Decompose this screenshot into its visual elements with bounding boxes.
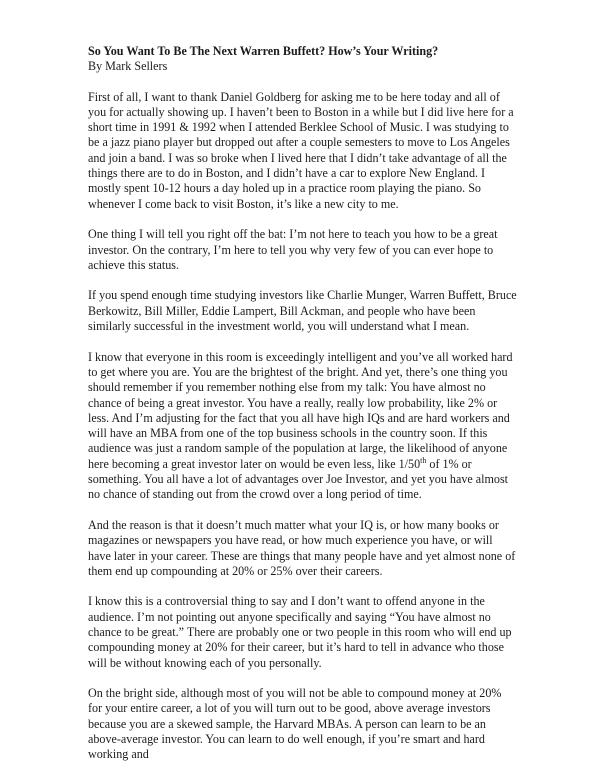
document-page: [88, 44, 518, 778]
paragraph-text: of 1% or something. You all have a lot of advantages over Joe Investor, and yet you have almost no chance of standing out from the crowd over a long period of time.: [88, 456, 509, 502]
paragraph: First of all, I want to thank Daniel Goldberg for asking me to be here today and all of you for actually showing up. I haven’t been to Boston in a while but I did live here for a short time in 1991 & 1992 when I attended Berklee School of Music. I was studying to be a jazz piano player but dropped out after a couple semesters to move to Los Angeles and join a band. I was so broke when I lived here that I didn’t take advantage of all the things there are to do in Boston, and I didn’t have a car to explore New England. I mostly spent 10-12 hours a day holed up in a practice room playing the piano. So whenever I come back to visit Boston, it’s like a new city to me.: [88, 89, 514, 211]
document-author: By Mark Sellers: [88, 59, 168, 74]
superscript-ordinal: th: [420, 455, 427, 465]
paragraph: And the reason is that it doesn’t much matter what your IQ is, or how many books or magazines or newspapers you have read, or how much experience you have, or will have later in your career. These are things that many people have and yet almost none of them end up compounding at 20% or 25% over their careers.: [88, 517, 516, 578]
paragraph: [88, 350, 518, 503]
document-title: So You Want To Be The Next Warren Buffett? How’s Your Writing?: [88, 44, 439, 58]
paragraph: If you spend enough time studying investors like Charlie Munger, Warren Buffett, Bruce Berkowitz, Bill Miller, Eddie Lampert, Bill Ackman, and people who have been similarly successful in the investment world, you will understand what I mean.: [88, 288, 517, 334]
paragraph: I know this is a controversial thing to say and I don’t want to offend anyone in the audience. I’m not pointing out anyone specifically and saying “You have almost no chance to be great.” There are probably one or two people in this room who will end up compounding money at 20% for their career, but it’s hard to tell in advance who those will be without knowing each of you personally.: [88, 594, 512, 670]
paragraph: One thing I will tell you right off the bat: I’m not here to teach you how to be a great investor. On the contrary, I’m here to tell you why very few of you can ever hope to achieve this status.: [88, 227, 498, 272]
paragraph-text: I know that everyone in this room is exceedingly intelligent and you’ve all worked hard to get where you are. You are the brightest of the bright. And yet, there’s one thing you should remember if you remember nothing else from my talk: You have almost no chance of being a great investor. You have a really, really low probability, like 2% or less. And I’m adjusting for the fact that you all have high IQs and are hard workers and will have an MBA from one of the top business schools in the country soon. If this audience was just a random sample of the population at large, the likelihood of anyone here becoming a great investor later on would be even less, like 1/50: [88, 349, 513, 471]
paragraph: On the bright side, although most of you will not be able to compound money at 20% for your entire career, a lot of you will turn out to be good, above average investors because you are a skewed sample, the Harvard MBAs. A person can learn to be an above-average investor. You can learn to do well enough, if you’re smart and hard working and: [88, 686, 502, 762]
